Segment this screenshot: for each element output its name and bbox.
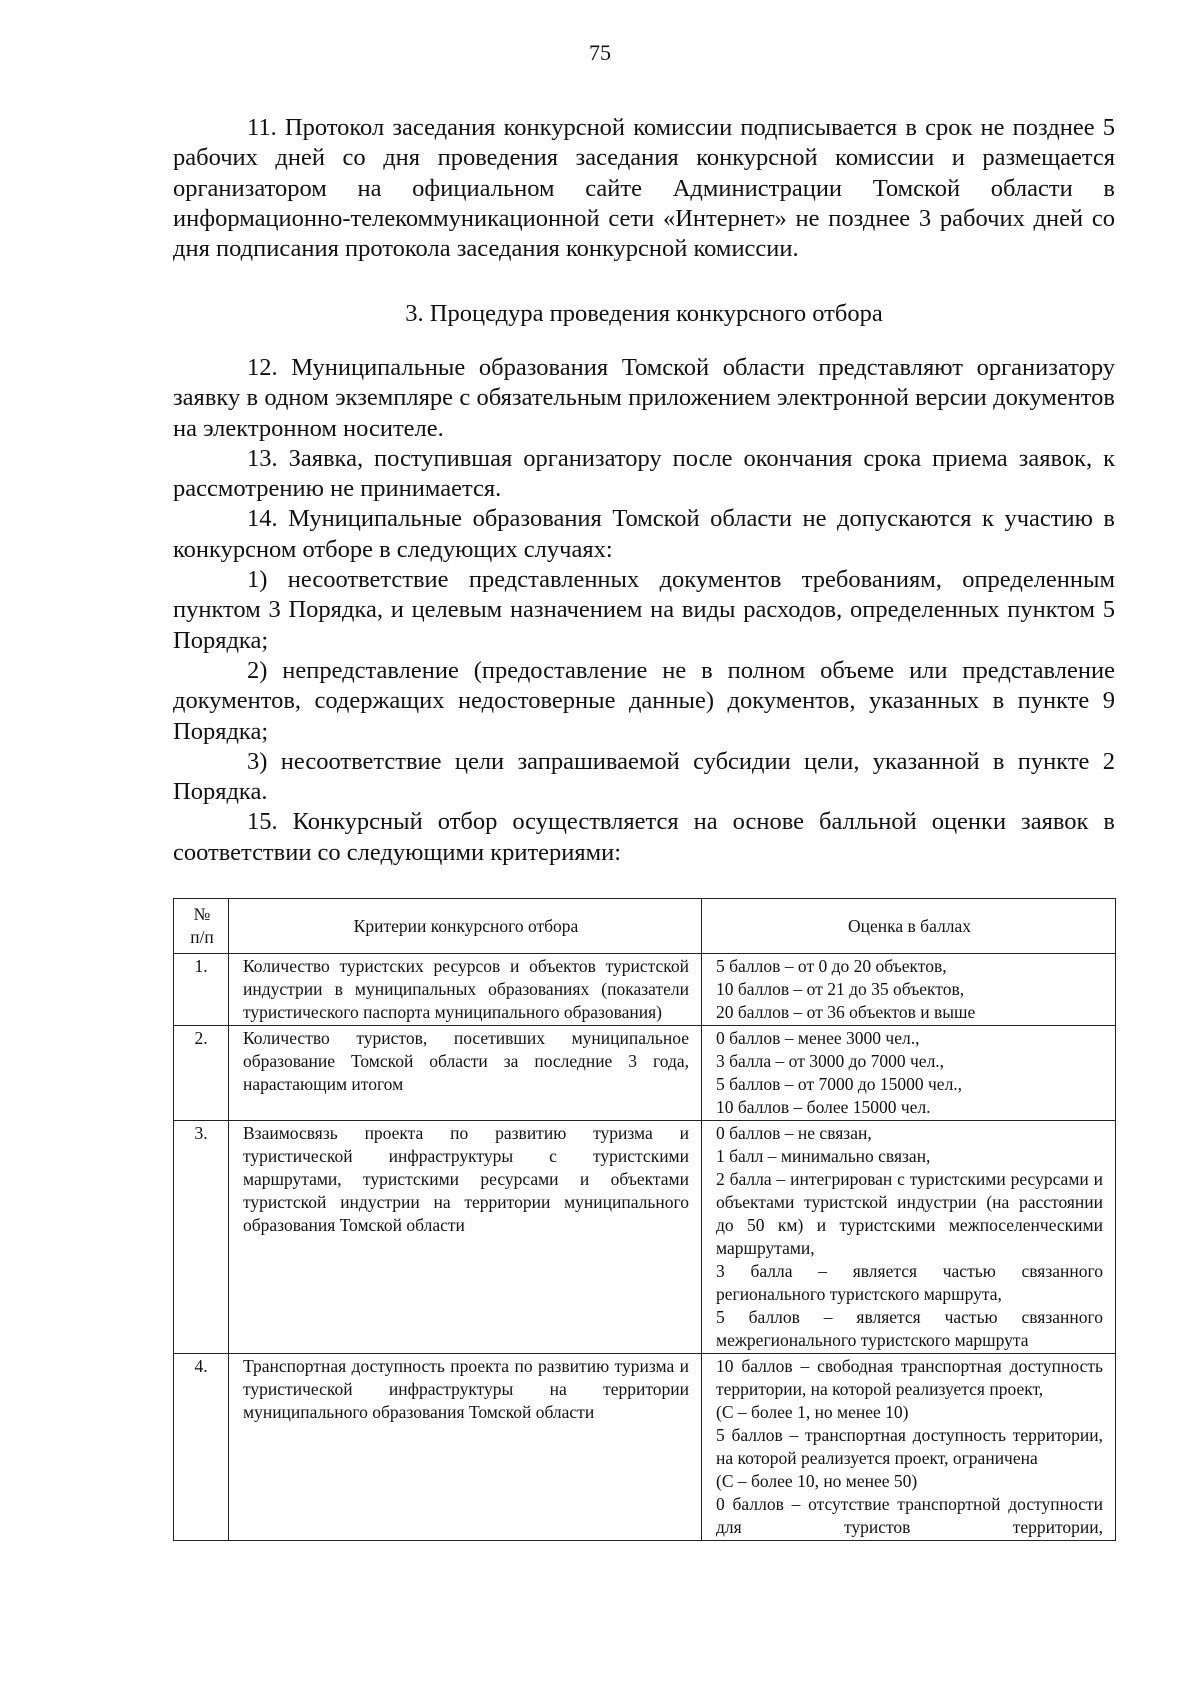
paragraph-14-case-3: 3) несоответствие цели запрашиваемой субсидии цели, указанной в пункте 2 Порядка. — [173, 747, 1115, 806]
paragraph-14-case-1: 1) несоответствие представленных документов требованиям, определенным пунктом 3 Порядка, и целевым назначением на виды расходов, определенных пунктом 5 Порядка; — [173, 566, 1115, 654]
score-line: 5 баллов – от 7000 до 15000 чел., — [716, 1074, 963, 1094]
header-score: Оценка в баллах — [702, 899, 1116, 954]
score-line: 10 баллов – более 15000 чел. — [716, 1097, 931, 1117]
score-line: 1 балл – минимально связан, — [716, 1146, 931, 1166]
paragraph-15: 15. Конкурсный отбор осуществляется на основе балльной оценки заявок в соответствии со следующими критериями: — [173, 808, 1115, 866]
score-line: 0 баллов – не связан, — [716, 1123, 872, 1143]
score-line: 5 баллов – транспортная доступность территории, на которой реализуется проект, ограничена — [716, 1425, 1103, 1468]
row-criterion: Количество туристов, посетивших муниципальное образование Томской области за последние 3 года, нарастающим итогом — [229, 1026, 702, 1121]
score-line: (С – более 10, но менее 50) — [716, 1471, 918, 1491]
score-line: 3 балла – является частью связанного регионального туристского маршрута, — [716, 1261, 1103, 1304]
score-line: 10 баллов – свободная транспортная доступность территории, на которой реализуется проект, — [716, 1356, 1103, 1399]
paragraph-14-case-2: 2) непредставление (предоставление не в полном объеме или представление документов, содержащих недостоверные данные) документов, указанных в пункте 9 Порядка; — [173, 656, 1115, 745]
score-line: 5 баллов – является частью связанного межрегионального туристского маршрута — [716, 1307, 1103, 1350]
paragraph-13: 13. Заявка, поступившая организатору после окончания срока приема заявок, к рассмотрению не принимается. — [173, 444, 1115, 503]
header-criteria: Критерии конкурсного отбора — [229, 899, 702, 954]
score-line: 0 баллов – менее 3000 чел., — [716, 1028, 920, 1048]
row-scores — [702, 1354, 1116, 1541]
table-row — [174, 1026, 1116, 1121]
row-number: 4. — [174, 1354, 229, 1541]
row-criterion: Взаимосвязь проекта по развитию туризма и туристической инфраструктуры с туристскими маршрутами, туристскими ресурсами и объектами туристской индустрии на территории муниципального образования Томской области — [229, 1121, 702, 1354]
table-header-row — [174, 899, 1116, 954]
score-line: 2 балла – интегрирован с туристскими ресурсами и объектами туристской индустрии (на расстоянии до 50 км) и туристскими межпоселенческими маршрутами, — [716, 1169, 1103, 1258]
score-line: 5 баллов – от 0 до 20 объектов, — [716, 956, 947, 976]
paragraph-11-block — [173, 113, 1115, 264]
table-row — [174, 1354, 1116, 1541]
table-row — [174, 954, 1116, 1026]
header-number — [174, 899, 229, 954]
criteria-table — [173, 898, 1116, 1541]
page-number: 75 — [589, 40, 611, 65]
paragraphs-block — [173, 353, 1115, 868]
paragraph-14: 14. Муниципальные образования Томской области не допускаются к участию в конкурсном отборе в следующих случаях: — [173, 505, 1115, 563]
row-number: 2. — [174, 1026, 229, 1121]
table-row — [174, 1121, 1116, 1354]
paragraph-11: 11. Протокол заседания конкурсной комиссии подписывается в срок не позднее 5 рабочих дней со дня проведения заседания конкурсной комиссии и размещается организатором на официальном сайте Администрации Томской области в информационно-телекоммуникационной сети «Интернет» не позднее 3 рабочих дней со дня подписания протокола заседания конкурсной комиссии. — [173, 114, 1115, 263]
score-line: 3 балла – от 3000 до 7000 чел., — [716, 1051, 945, 1071]
header-number-abbr: п/п — [190, 927, 214, 947]
score-line: 10 баллов – от 21 до 35 объектов, — [716, 979, 965, 999]
row-scores — [702, 1121, 1116, 1354]
row-scores — [702, 1026, 1116, 1121]
header-number-sign: № — [193, 904, 211, 924]
score-line: 20 баллов – от 36 объектов и выше — [716, 1002, 976, 1022]
paragraph-12: 12. Муниципальные образования Томской области представляют организатору заявку в одном экземпляре с обязательным приложением электронной версии документов на электронном носителе. — [173, 354, 1115, 442]
row-criterion: Транспортная доступность проекта по развитию туризма и туристической инфраструктуры на территории муниципального образования Томской области — [229, 1354, 702, 1541]
row-number: 1. — [174, 954, 229, 1026]
row-number: 3. — [174, 1121, 229, 1354]
section-heading: 3. Процедура проведения конкурсного отбора — [405, 300, 883, 327]
score-line: (С – более 1, но менее 10) — [716, 1402, 909, 1422]
score-line: 0 баллов – отсутствие транспортной доступности для туристов территории, — [716, 1494, 1103, 1537]
row-scores — [702, 954, 1116, 1026]
row-criterion: Количество туристских ресурсов и объектов туристской индустрии в муниципальных образованиях (показатели туристического паспорта муниципального образования) — [229, 954, 702, 1026]
